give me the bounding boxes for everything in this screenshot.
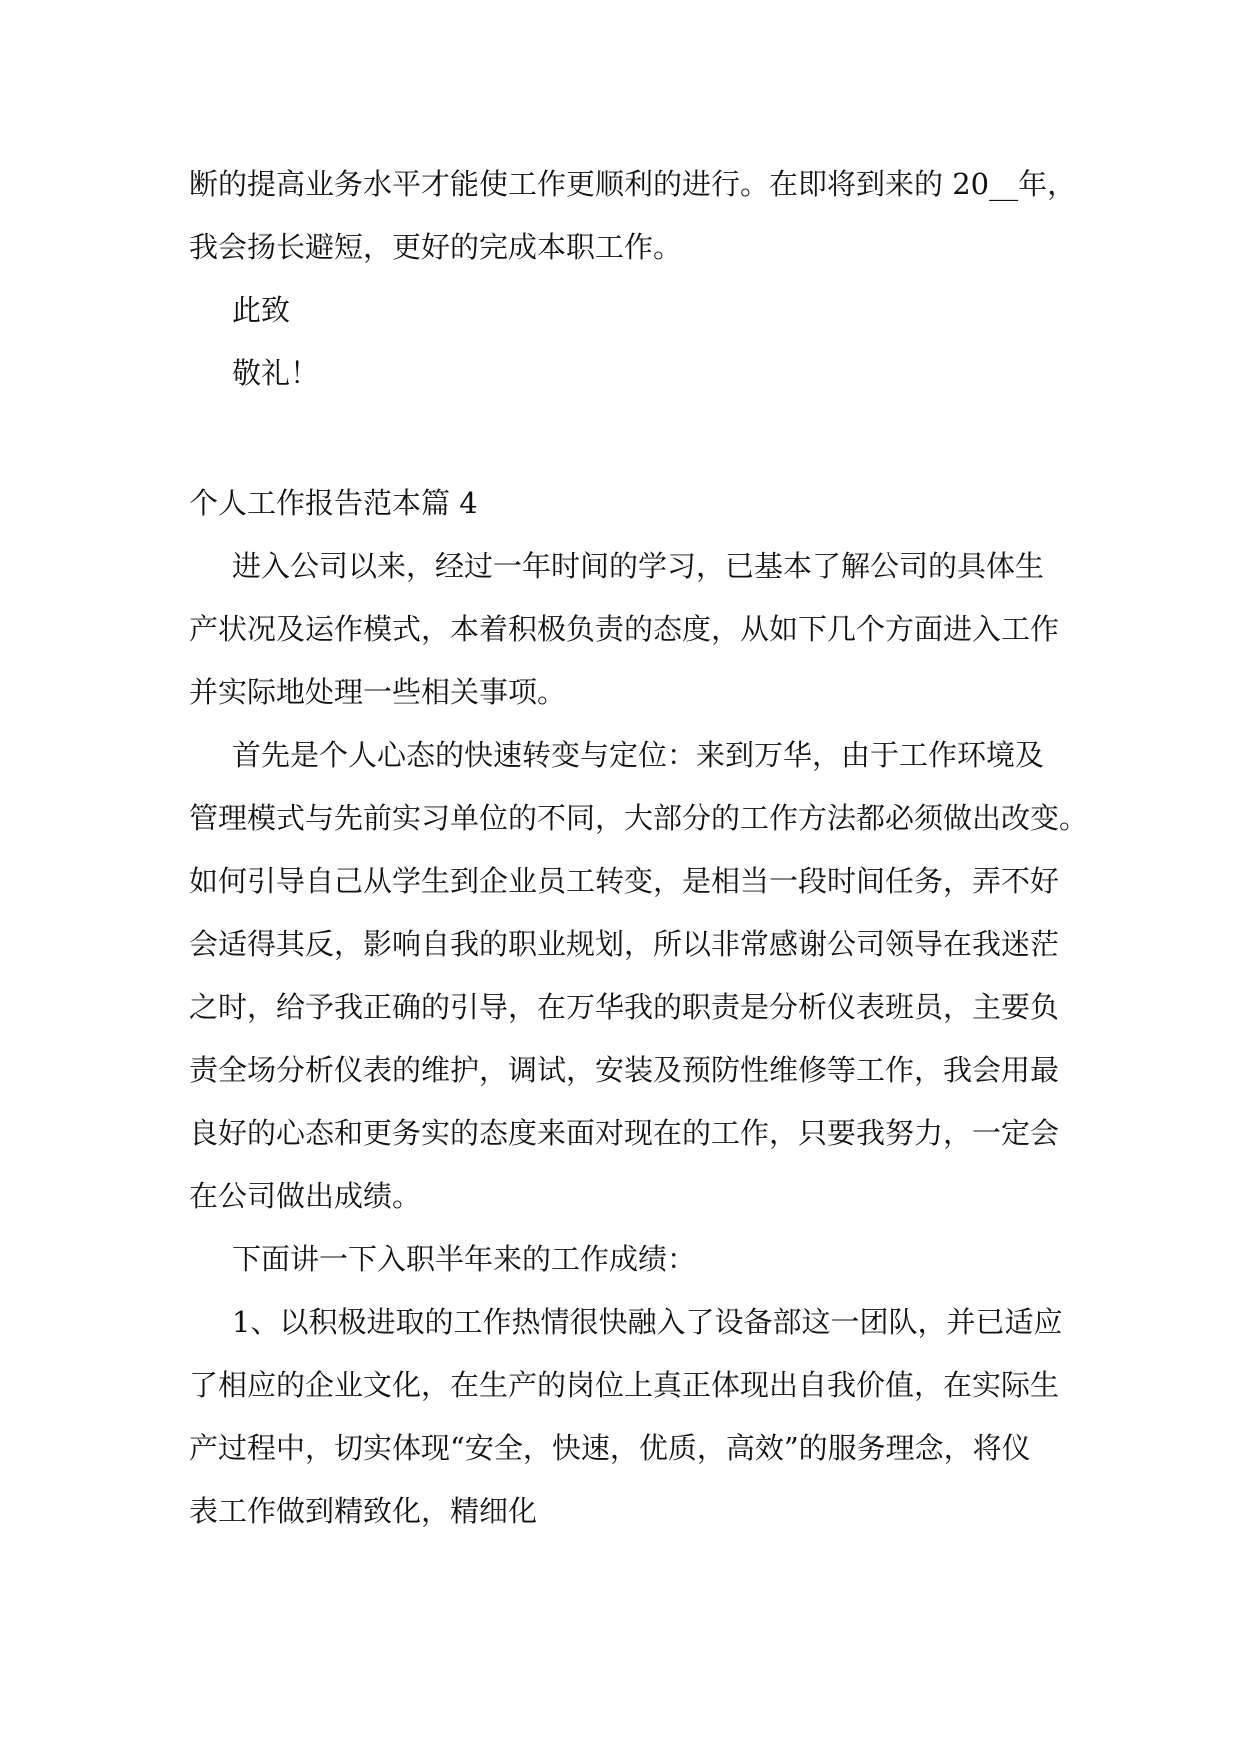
- text-line: 如何引导自己从学生到企业员工转变，是相当一段时间任务，弄不好: [189, 864, 1060, 898]
- text-line: 良好的心态和更务实的态度来面对现在的工作，只要我努力，一定会: [189, 1116, 1060, 1150]
- closing-salutation: 此致: [232, 293, 291, 327]
- list-item-1: 1、以积极进取的工作热情很快融入了设备部这一团队，并已适应: [232, 1305, 1063, 1339]
- text-line: 产状况及运作模式，本着积极负责的态度，从如下几个方面进入工作: [189, 612, 1060, 646]
- text-line: 会适得其反，影响自我的职业规划，所以非常感谢公司领导在我迷茫: [189, 927, 1060, 961]
- closing-regards: 敬礼！: [232, 356, 320, 390]
- text-line: 断的提高业务水平才能使工作更顺利的进行。在即将到来的 20__年，: [189, 167, 1077, 201]
- text-line: 了相应的企业文化，在生产的岗位上真正体现出自我价值，在实际生: [189, 1368, 1060, 1402]
- text-line: 之时，给予我正确的引导，在万华我的职责是分析仪表班员，主要负: [189, 990, 1060, 1024]
- text-line: 下面讲一下入职半年来的工作成绩：: [232, 1242, 697, 1276]
- text-line: 表工作做到精致化，精细化: [189, 1494, 538, 1528]
- text-line: 进入公司以来，经过一年时间的学习，已基本了解公司的具体生: [232, 549, 1045, 583]
- text-line: 并实际地处理一些相关事项。: [189, 675, 567, 709]
- text-line: 产过程中，切实体现“安全，快速，优质，高效”的服务理念，将仪: [189, 1431, 1031, 1465]
- text-line: 首先是个人心态的快速转变与定位：来到万华，由于工作环境及: [232, 738, 1045, 772]
- text-line: 责全场分析仪表的维护，调试，安装及预防性维修等工作，我会用最: [189, 1053, 1060, 1087]
- section-heading: 个人工作报告范本篇 4: [189, 486, 478, 520]
- text-line: 我会扬长避短，更好的完成本职工作。: [189, 230, 683, 264]
- text-line: 管理模式与先前实习单位的不同，大部分的工作方法都必须做出改变。: [189, 801, 1089, 835]
- text-line: 在公司做出成绩。: [189, 1179, 422, 1213]
